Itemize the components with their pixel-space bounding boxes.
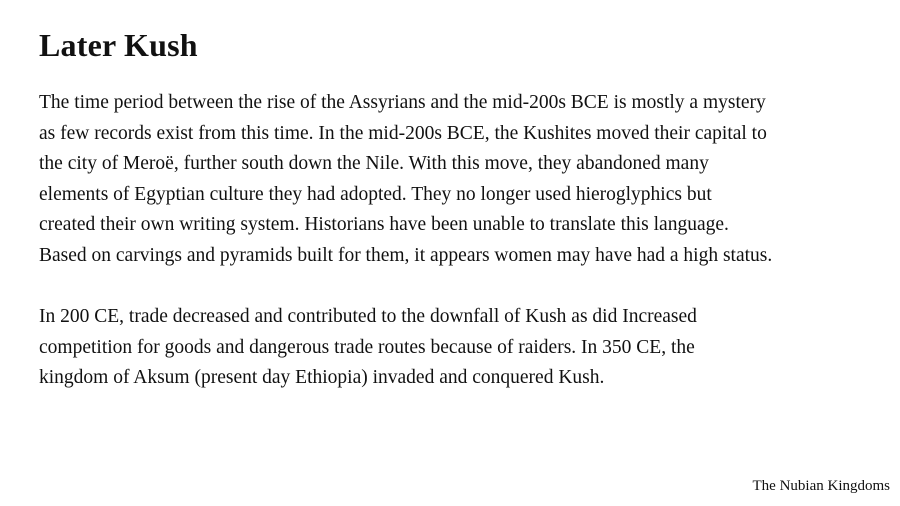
slide-footer: The Nubian Kingdoms — [752, 478, 890, 494]
text-line: The time period between the rise of the Assyrians and the mid-200s BCE is mostly a mystery — [39, 92, 766, 113]
text-line: kingdom of Aksum (present day Ethiopia) invaded and conquered Kush. — [39, 367, 605, 388]
slide-title: Later Kush — [39, 27, 198, 63]
slide-body — [39, 88, 879, 425]
text-line: elements of Egyptian culture they had adopted. They no longer used hieroglyphics but — [39, 183, 712, 205]
text-line: competition for goods and dangerous trade routes because of raiders. In 350 CE, the — [39, 336, 695, 358]
text-line: created their own writing system. Historians have been unable to translate this language. — [39, 214, 729, 235]
paragraph-1 — [39, 88, 879, 271]
text-line: Based on carvings and pyramids built for them, it appears women may have had a high status. — [39, 244, 773, 266]
text-line: the city of Meroë, further south down the Nile. With this move, they abandoned many — [39, 153, 709, 174]
text-line: as few records exist from this time. In the mid-200s BCE, the Kushites moved their capital to — [39, 122, 767, 144]
text-line: In 200 CE, trade decreased and contributed to the downfall of Kush as did Increased — [39, 306, 697, 327]
paragraph-2 — [39, 302, 879, 394]
